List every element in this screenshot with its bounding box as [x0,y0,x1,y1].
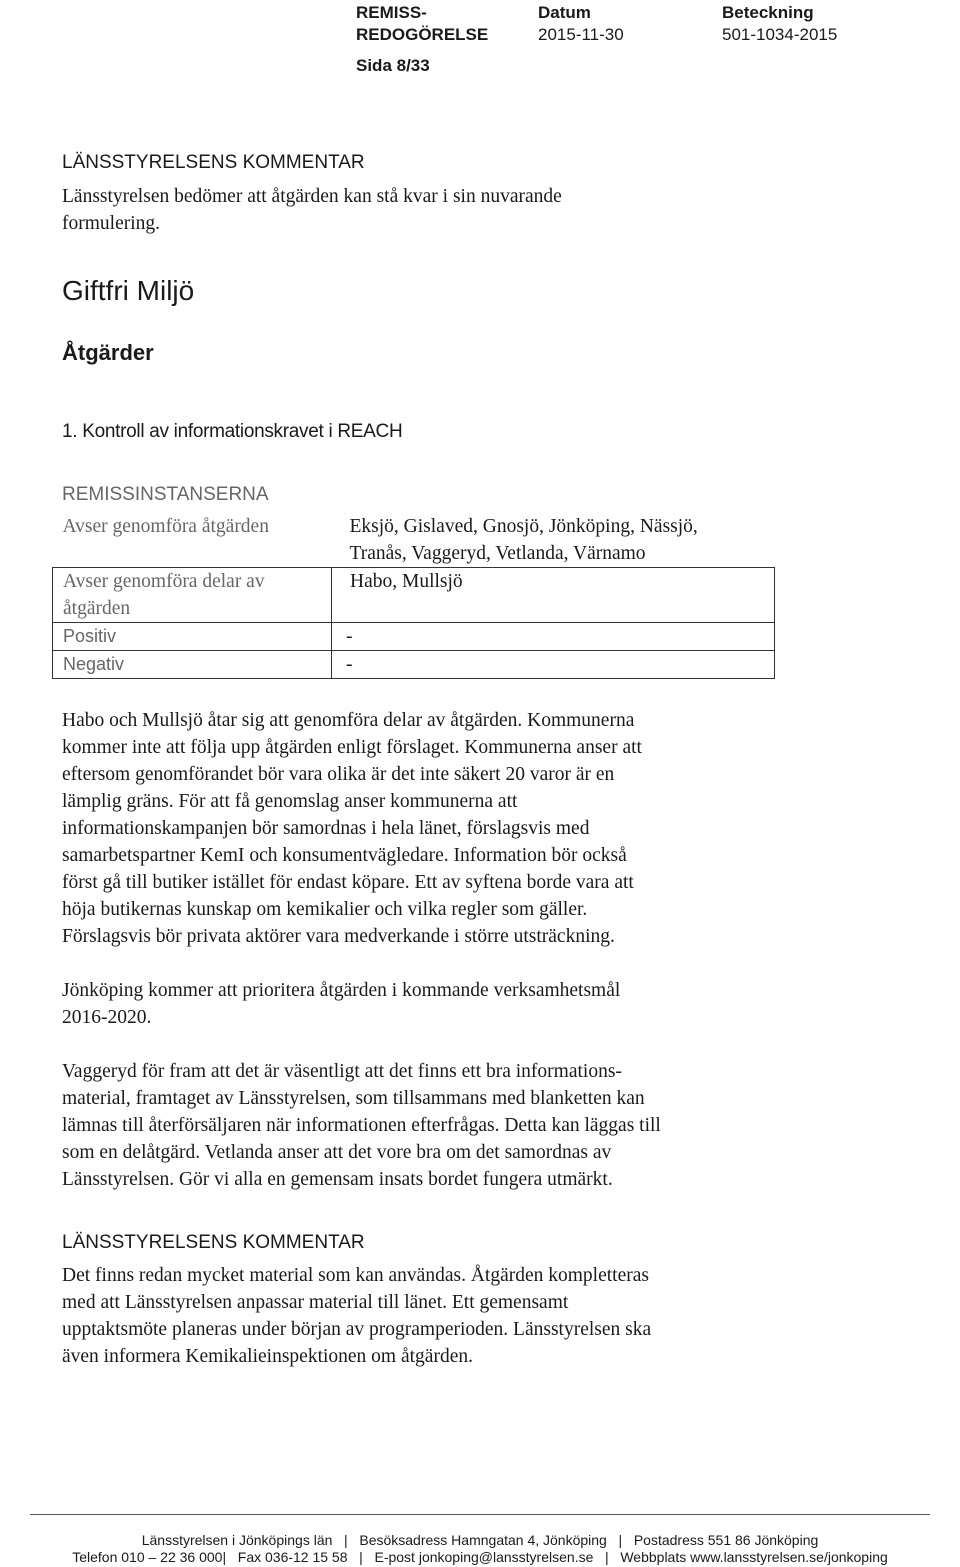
row-value: - [346,626,353,647]
text-line: först gå till butiker istället för endast köpare. Ett av syftena borde vara att [62,872,634,893]
table-row [53,568,775,623]
table-value-cell [332,568,775,623]
table-value-cell [332,623,775,651]
table-label-cell [53,568,332,623]
text-line: Habo och Mullsjö åtar sig att genomföra delar av åtgärden. Kommunerna [62,710,635,731]
reference-value: 501-1034-2015 [722,25,838,44]
doc-type-line-2: REDOGÖRELSE [356,25,489,44]
reference-label: Beteckning [722,3,814,22]
text-line: material, framtaget av Länsstyrelsen, som tillsammans med blanketten kan [62,1088,645,1109]
text-line: Länsstyrelsen bedömer att åtgärden kan stå kvar i sin nuvarande [62,186,562,207]
footer-address: Länsstyrelsen i Jönköpings län | Besöksadress Hamngatan 4, Jönköping | Postadress 551 86 Jönköping [141,1532,819,1548]
text-line: informationskampanjen bör samordnas i hela länet, förslagsvis med [62,818,590,839]
page-title: Giftfri Miljö [62,275,195,306]
text-line: höja butikernas kunskap om kemikalier och vilka regler som gäller. [62,899,588,920]
table-label-cell [53,651,332,679]
text-line: som en delåtgärd. Vetlanda anser att det vore bra om det samordnas av [62,1142,612,1163]
text-line: eftersom genomförandet bör vara olika är det inte säkert 20 varor är en [62,764,615,785]
paragraph-vaggeryd [62,1058,661,1193]
row-label: Avser genomföra delar av [63,571,265,592]
reference-block [722,2,837,46]
text-line: lämnas till återförsäljaren när informationen efterfrågas. Detta kan läggas till [62,1115,661,1136]
remiss-heading: REMISSINSTANSERNA [62,484,269,505]
table-label-cell [53,513,332,568]
table-value-cell [332,651,775,679]
row-label: Positiv [63,626,117,646]
date-label: Datum [538,3,591,22]
table-value-cell [332,513,775,568]
page-number: Sida 8/33 [356,56,430,75]
comment-heading-1: LÄNSSTYRELSENS KOMMENTAR [62,152,365,173]
text-line: även informera Kemikalieinspektionen om åtgärden. [62,1346,473,1367]
paragraph-habo-mullsjo [62,707,642,950]
doc-type [356,2,488,46]
table-row [53,651,775,679]
date-block [538,2,624,46]
row-label: Avser genomföra åtgärden [62,516,269,537]
text-line: Jönköping kommer att prioritera åtgärden i kommande verksamhetsmål [62,980,621,1001]
footer-divider [30,1514,930,1515]
text-line: Det finns redan mycket material som kan användas. Åtgärden kompletteras [62,1265,649,1286]
text-line: lämplig gräns. För att få genomslag anser kommunerna att [62,791,518,812]
comment-text-1 [62,183,562,237]
footer-contact: Telefon 010 – 22 36 000| Fax 036-12 15 58 | E-post jonkoping@lansstyrelsen.se | Webbplats www.lansstyrelsen.se/jonkoping [72,1549,888,1565]
text-line: Länsstyrelsen. Gör vi alla en gemensam insats bordet fungera utmärkt. [62,1169,613,1190]
table-label-cell [53,623,332,651]
text-line: 2016-2020. [62,1007,152,1028]
comment-heading-2: LÄNSSTYRELSENS KOMMENTAR [62,1232,365,1253]
row-value: Tranås, Vaggeryd, Vetlanda, Värnamo [349,543,646,564]
row-value: Habo, Mullsjö [350,571,463,592]
row-value: Eksjö, Gislaved, Gnosjö, Jönköping, Nässjö, [349,516,698,537]
date-value: 2015-11-30 [538,25,624,44]
doc-type-line-1: REMISS- [356,3,427,22]
text-line: formulering. [62,213,161,234]
row-label: åtgärden [63,598,131,619]
section-subtitle: Åtgärder [62,340,154,365]
paragraph-jonkoping [62,977,620,1031]
row-label: Negativ [63,654,125,674]
text-line: med att Länsstyrelsen anpassar material till länet. Ett gemensamt [62,1292,569,1313]
text-line: Vaggeryd för fram att det är väsentligt att det finns ett bra informations- [62,1061,622,1082]
text-line: upptaktsmöte planeras under början av programperioden. Länsstyrelsen ska [62,1319,652,1340]
text-line: Förslagsvis bör privata aktörer vara medverkande i större utsträckning. [62,926,615,947]
response-table [52,513,775,679]
measure-heading: 1. Kontroll av informationskravet i REACH [62,421,403,442]
text-line: kommer inte att följa upp åtgärden enligt förslaget. Kommunerna anser att [62,737,642,758]
row-value: - [346,654,353,675]
text-line: samarbetspartner KemI och konsumentvägledare. Information bör också [62,845,627,866]
comment-text-2 [62,1262,651,1370]
table-row [53,623,775,651]
table-row [53,513,775,568]
